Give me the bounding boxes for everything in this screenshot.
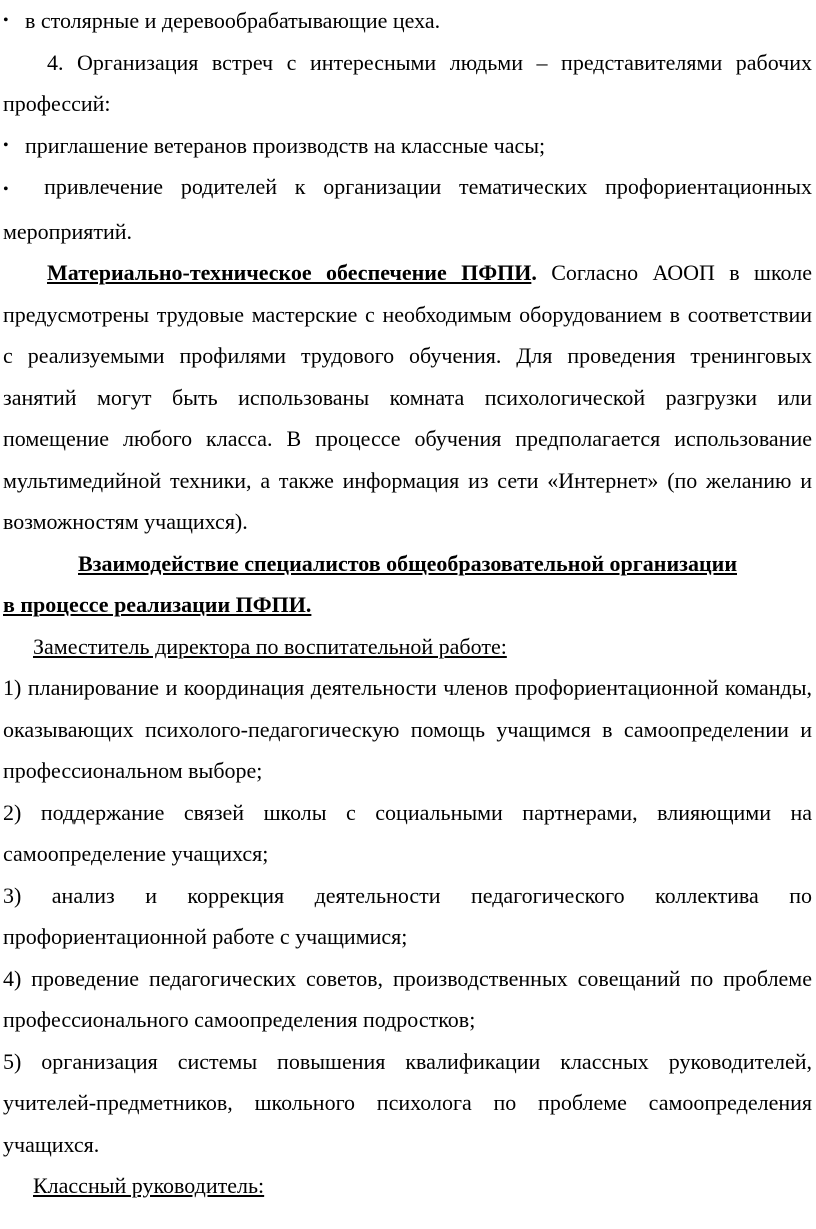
- list-item: 4) проведение педагогических советов, производственных совещаний по проблеме профессионального самоопределения подростков;: [3, 965, 812, 1032]
- section-title-material-support: Материально-техническое обеспечение ПФПИ: [47, 260, 532, 285]
- subheading-class-teacher-text: Классный руководитель:: [33, 1173, 265, 1198]
- bullet-text: привлечение родителей к организации тематических профориентационных мероприятий.: [3, 174, 812, 244]
- bullet-item: [3, 0, 812, 42]
- bullet-icon: •: [3, 136, 9, 154]
- material-support-text: Согласно АООП в школе предусмотрены трудовые мастерские с необходимым оборудованием в соответствии с реализуемыми профилями трудового обучения. Для проведения тренинговых занятий могут быть использованы комната психологической разгрузки или помещение любого класса. В процессе обучения предполагается использование мультимедийной техники, а также информация из сети «Интернет» (по желанию и возможностям учащихся).: [3, 260, 813, 534]
- bullet-item: [3, 166, 812, 252]
- bullet-icon: •: [3, 181, 9, 198]
- list-item: 5) организация системы повышения квалификации классных руководителей, учителей-предметников, школьного психолога по проблеме самоопределения учащихся.: [3, 1048, 812, 1157]
- subheading-deputy-director-text: Заместитель директора по воспитательной работе:: [33, 633, 507, 659]
- bullet-text: приглашение ветеранов производств на классные часы;: [25, 132, 546, 158]
- list-item: 1) планирование и координация деятельности членов профориентационной команды, оказывающих психолого-педагогическую помощь учащимся в самоопределении и профессиональном выборе;: [3, 675, 812, 783]
- section-heading-cooperation: Взаимодействие специалистов общеобразовательной организации: [78, 550, 737, 576]
- list-item: 2) поддержание связей школы с социальными партнерами, влияющими на самоопределение учащихся;: [3, 799, 812, 866]
- section-heading-cooperation-cont: в процессе реализации ПФПИ.: [3, 592, 312, 617]
- bullet-item: [3, 125, 812, 167]
- bullet-text: в столярные и деревообрабатывающие цеха.: [25, 8, 441, 33]
- bullet-icon: •: [3, 12, 9, 29]
- paragraph-material-support: [3, 252, 812, 543]
- paragraph-organization-meetings: 4. Организация встреч с интересными людьми – представителями рабочих профессий:: [3, 49, 812, 116]
- list-item: 3) анализ и коррекция деятельности педагогического коллектива по профориентационной работе с учащимися;: [3, 882, 812, 949]
- title-dot: .: [531, 260, 537, 285]
- subheading-class-teacher: [3, 1165, 812, 1207]
- subheading-deputy-director: [3, 626, 812, 668]
